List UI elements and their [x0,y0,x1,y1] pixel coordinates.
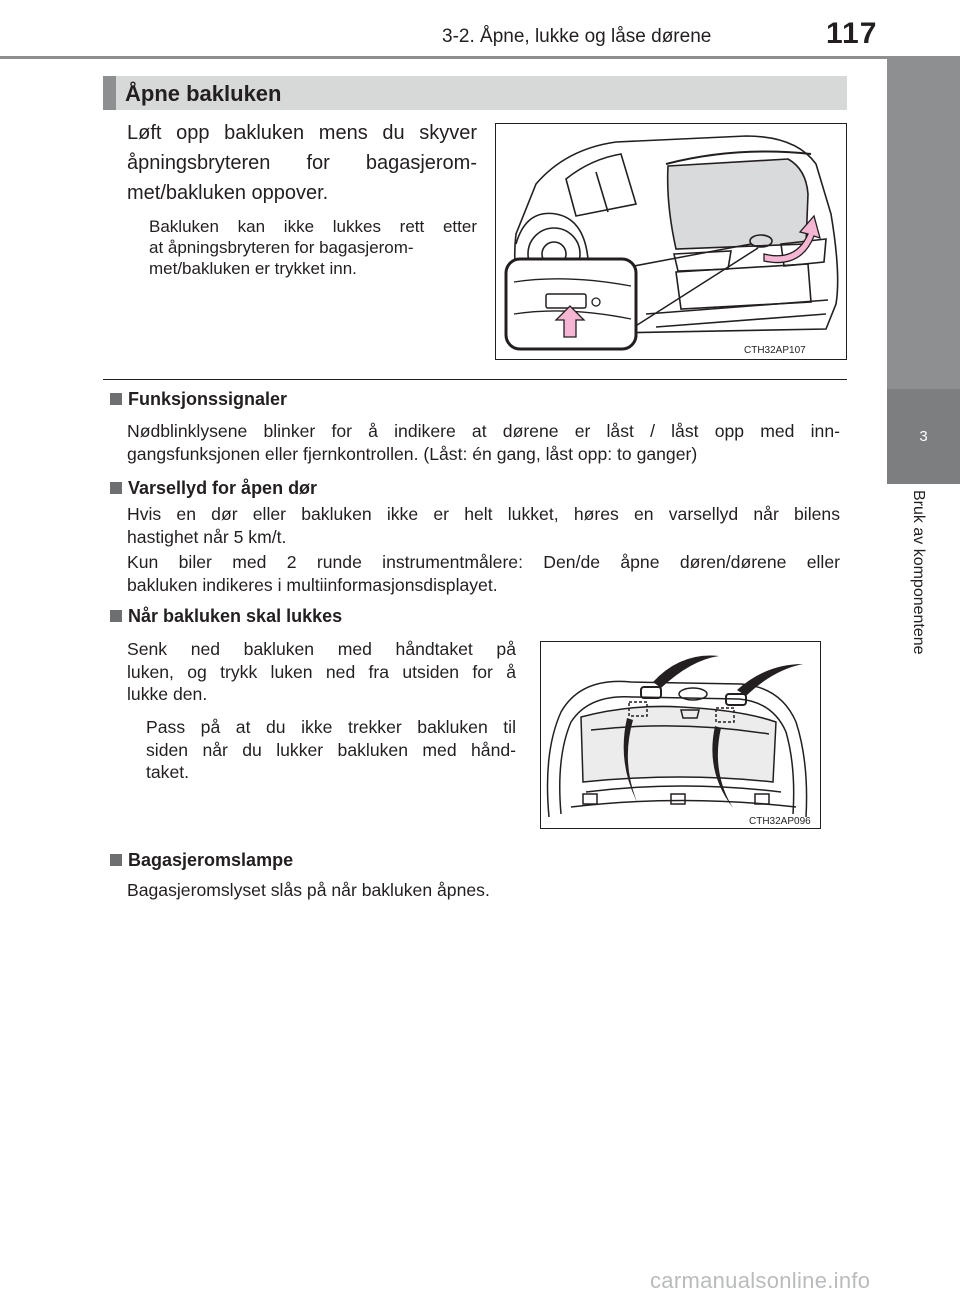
note-lukke [146,716,516,784]
watermark: carmanualsonline.info [650,1268,871,1293]
paragraph-funksjonssignaler [127,420,840,465]
page-number: 117 [826,17,878,50]
text-line: hastighet når 5 km/t. [127,526,287,547]
car-rear-illustration [496,124,846,359]
tailgate-illustration [541,642,820,828]
heading-text: Bagasjeromslampe [128,850,294,870]
paragraph-lukke [127,638,516,706]
figure-code-2: CTH32AP096 [749,816,811,827]
chapter-tab-upper [887,59,960,389]
text-line: Pass på at du ikke trekker bakluken til [146,717,516,737]
paragraph-varsellyd-2 [127,551,840,596]
paragraph-lampe: Bagasjeromslyset slås på når bakluken åpnes. [127,880,490,900]
text-line: Hvis en dør eller bakluken ikke er helt lukket, høres en varsellyd når bilens [127,504,840,524]
section-heading-accent [103,76,116,110]
text-line: bakluken indikeres i multiinformasjonsdisplayet. [127,574,498,595]
square-bullet-icon [110,610,122,622]
section-title: Åpne bakluken [125,81,282,106]
text-line: lukke den. [127,684,208,704]
intro-paragraph [127,118,477,208]
intro-line: åpningsbryteren for bagasjerom- [127,152,477,174]
figure-back-door-switch [495,123,847,360]
heading-varsellyd [110,478,317,499]
header-rule [0,56,960,59]
heading-text: Funksjonssignaler [128,389,288,409]
intro-note-line: met/bakluken er trykket inn. [149,259,357,278]
intro-note [149,216,477,279]
square-bullet-icon [110,393,122,405]
text-line: Senk ned bakluken med håndtaket på [127,639,516,659]
figure-tailgate-handles [540,641,821,829]
paragraph-varsellyd-1 [127,503,840,548]
heading-lukke [110,606,342,627]
intro-note-line: at åpningsbryteren for bagasjerom- [149,238,414,257]
intro-line: met/bakluken oppover. [127,182,329,204]
heading-funksjonssignaler [110,389,287,410]
intro-note-line: Bakluken kan ikke lukkes rett etter [149,217,477,236]
square-bullet-icon [110,482,122,494]
text-line: gangsfunksjonen eller fjernkontrollen. (Låst: én gang, låst opp: to ganger) [127,443,698,464]
intro-line: Løft opp bakluken mens du skyver [127,122,477,144]
heading-lampe [110,850,293,871]
text-line: luken, og trykk luken ned fra utsiden for å [127,661,516,682]
text-line: taket. [146,762,190,782]
figure-code-1: CTH32AP107 [744,345,806,356]
text-line: siden når du lukker bakluken med hånd- [146,739,516,760]
running-header-section: 3-2. Åpne, lukke og låse dørene [442,26,712,47]
chapter-number: 3 [919,428,928,445]
heading-text: Varsellyd for åpen dør [128,478,318,498]
text-line: Nødblinklysene blinker for å indikere at dørene er låst / låst opp med inn- [127,421,840,441]
section-rule [103,379,847,380]
chapter-title-vertical: Bruk av komponentene [910,490,927,655]
heading-text: Når bakluken skal lukkes [128,606,343,626]
square-bullet-icon [110,854,122,866]
text-line: Kun biler med 2 runde instrumentmålere: Den/de åpne døren/dørene eller [127,552,840,572]
